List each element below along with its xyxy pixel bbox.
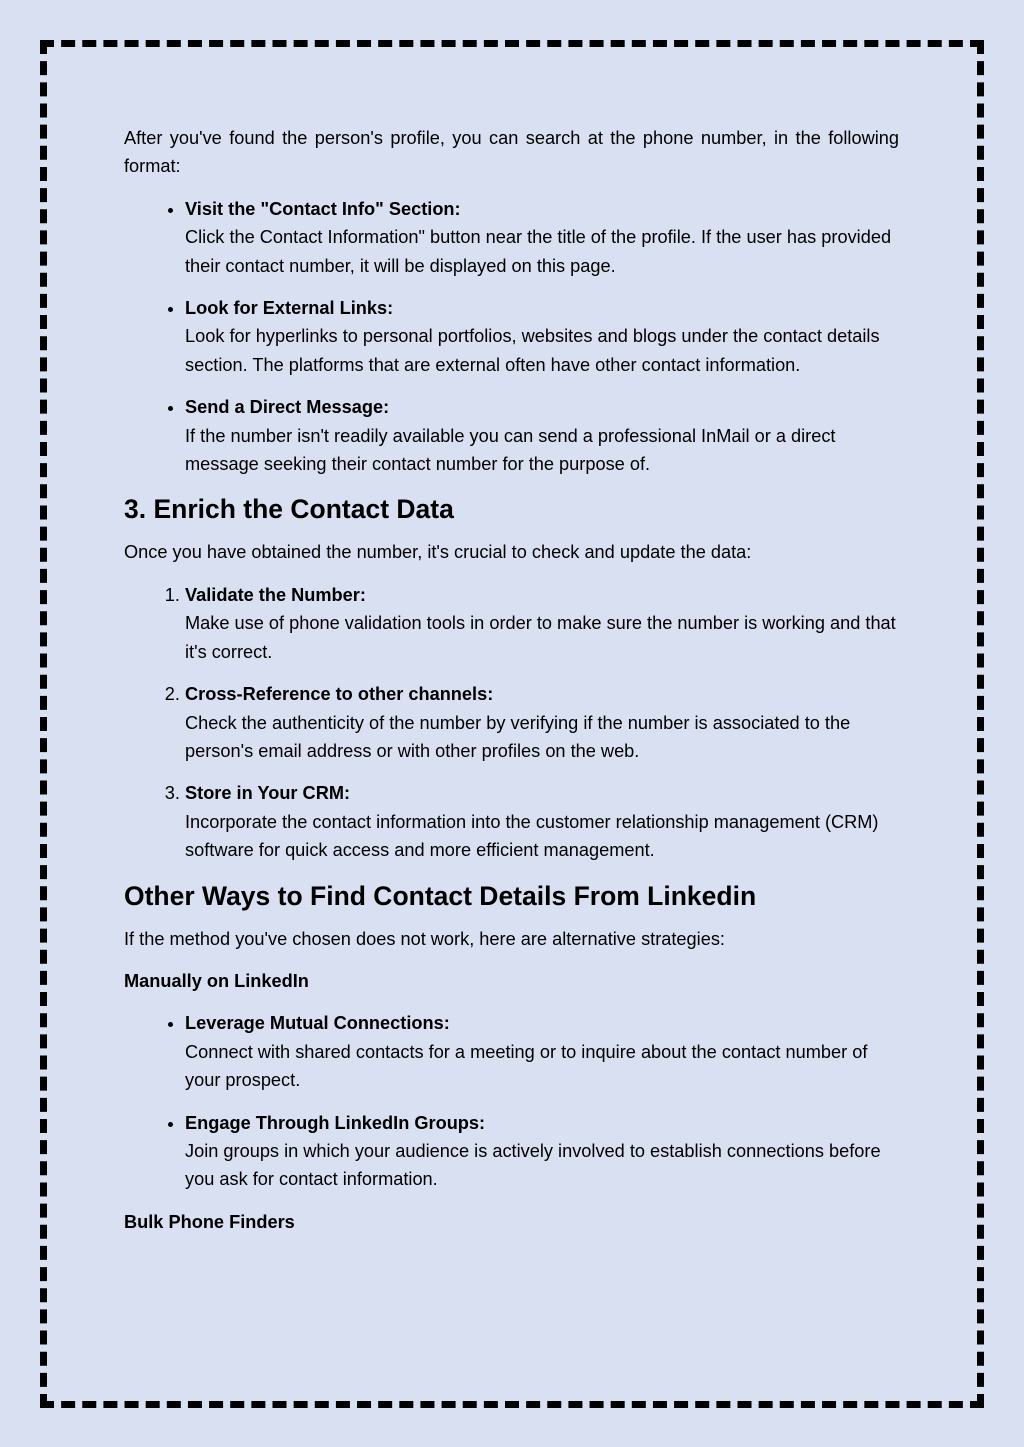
list-item-text: Incorporate the contact information into the customer relationship management (CRM) software for quick access and more efficient management.	[185, 811, 879, 861]
enrich-steps-list	[124, 581, 899, 865]
enrich-paragraph: Once you have obtained the number, it's crucial to check and update the data:	[124, 542, 752, 563]
list-item-title: 2. Cross-Reference to other channels:	[185, 684, 494, 705]
list-item-text: Join groups in which your audience is actively involved to establish connections before you ask for contact information.	[185, 1140, 881, 1190]
section-heading-enrich: 3. Enrich the Contact Data	[124, 494, 454, 525]
list-item-text: If the number isn't readily available you can send a professional InMail or a direct message seeking their contact number for the purpose of.	[185, 425, 836, 475]
list-item	[185, 1109, 899, 1194]
other-ways-paragraph: If the method you've chosen does not work, here are alternative strategies:	[124, 928, 725, 949]
list-item	[185, 393, 899, 478]
list-item	[185, 680, 899, 765]
list-item-title: • Send a Direct Message:	[185, 397, 390, 418]
list-item-text: Look for hyperlinks to personal portfolios, websites and blogs under the contact details section. The platforms that are external often have other contact information.	[185, 326, 880, 375]
subheading-bulk-phone-finders: Bulk Phone Finders	[124, 1211, 295, 1232]
list-item	[185, 195, 899, 280]
list-item-text: Connect with shared contacts for a meeting or to inquire about the contact number of your prospect.	[185, 1041, 868, 1091]
subheading-manually: Manually on LinkedIn	[124, 970, 309, 991]
intro-paragraph: After you've found the person's profile, you can search at the phone number, in the following format:	[124, 128, 899, 177]
list-item-title: 3. Store in Your CRM:	[185, 783, 351, 804]
list-item-text: Click the Contact Information" button near the title of the profile. If the user has provided their contact number, it will be displayed on this page.	[185, 227, 892, 276]
list-item-title: • Engage Through LinkedIn Groups:	[185, 1112, 486, 1133]
list-item	[185, 779, 899, 864]
document-body	[124, 124, 899, 1236]
list-item-title: • Look for External Links:	[185, 298, 394, 319]
list-item	[185, 1009, 899, 1094]
list-item-text: Make use of phone validation tools in order to make sure the number is working and that it's correct.	[185, 613, 896, 662]
list-item-title: • Leverage Mutual Connections:	[185, 1013, 450, 1034]
list-item	[185, 581, 899, 666]
section-heading-other-ways: Other Ways to Find Contact Details From Linkedin	[124, 880, 757, 911]
list-item-title: • Visit the "Contact Info" Section:	[185, 198, 461, 219]
list-item	[185, 294, 899, 379]
manual-methods-list	[124, 1009, 899, 1193]
contact-info-steps-list	[124, 195, 899, 479]
list-item-text: Check the authenticity of the number by verifying if the number is associated to the person's email address or with other profiles on the web.	[185, 712, 851, 761]
list-item-title: 1. Validate the Number:	[185, 584, 366, 605]
